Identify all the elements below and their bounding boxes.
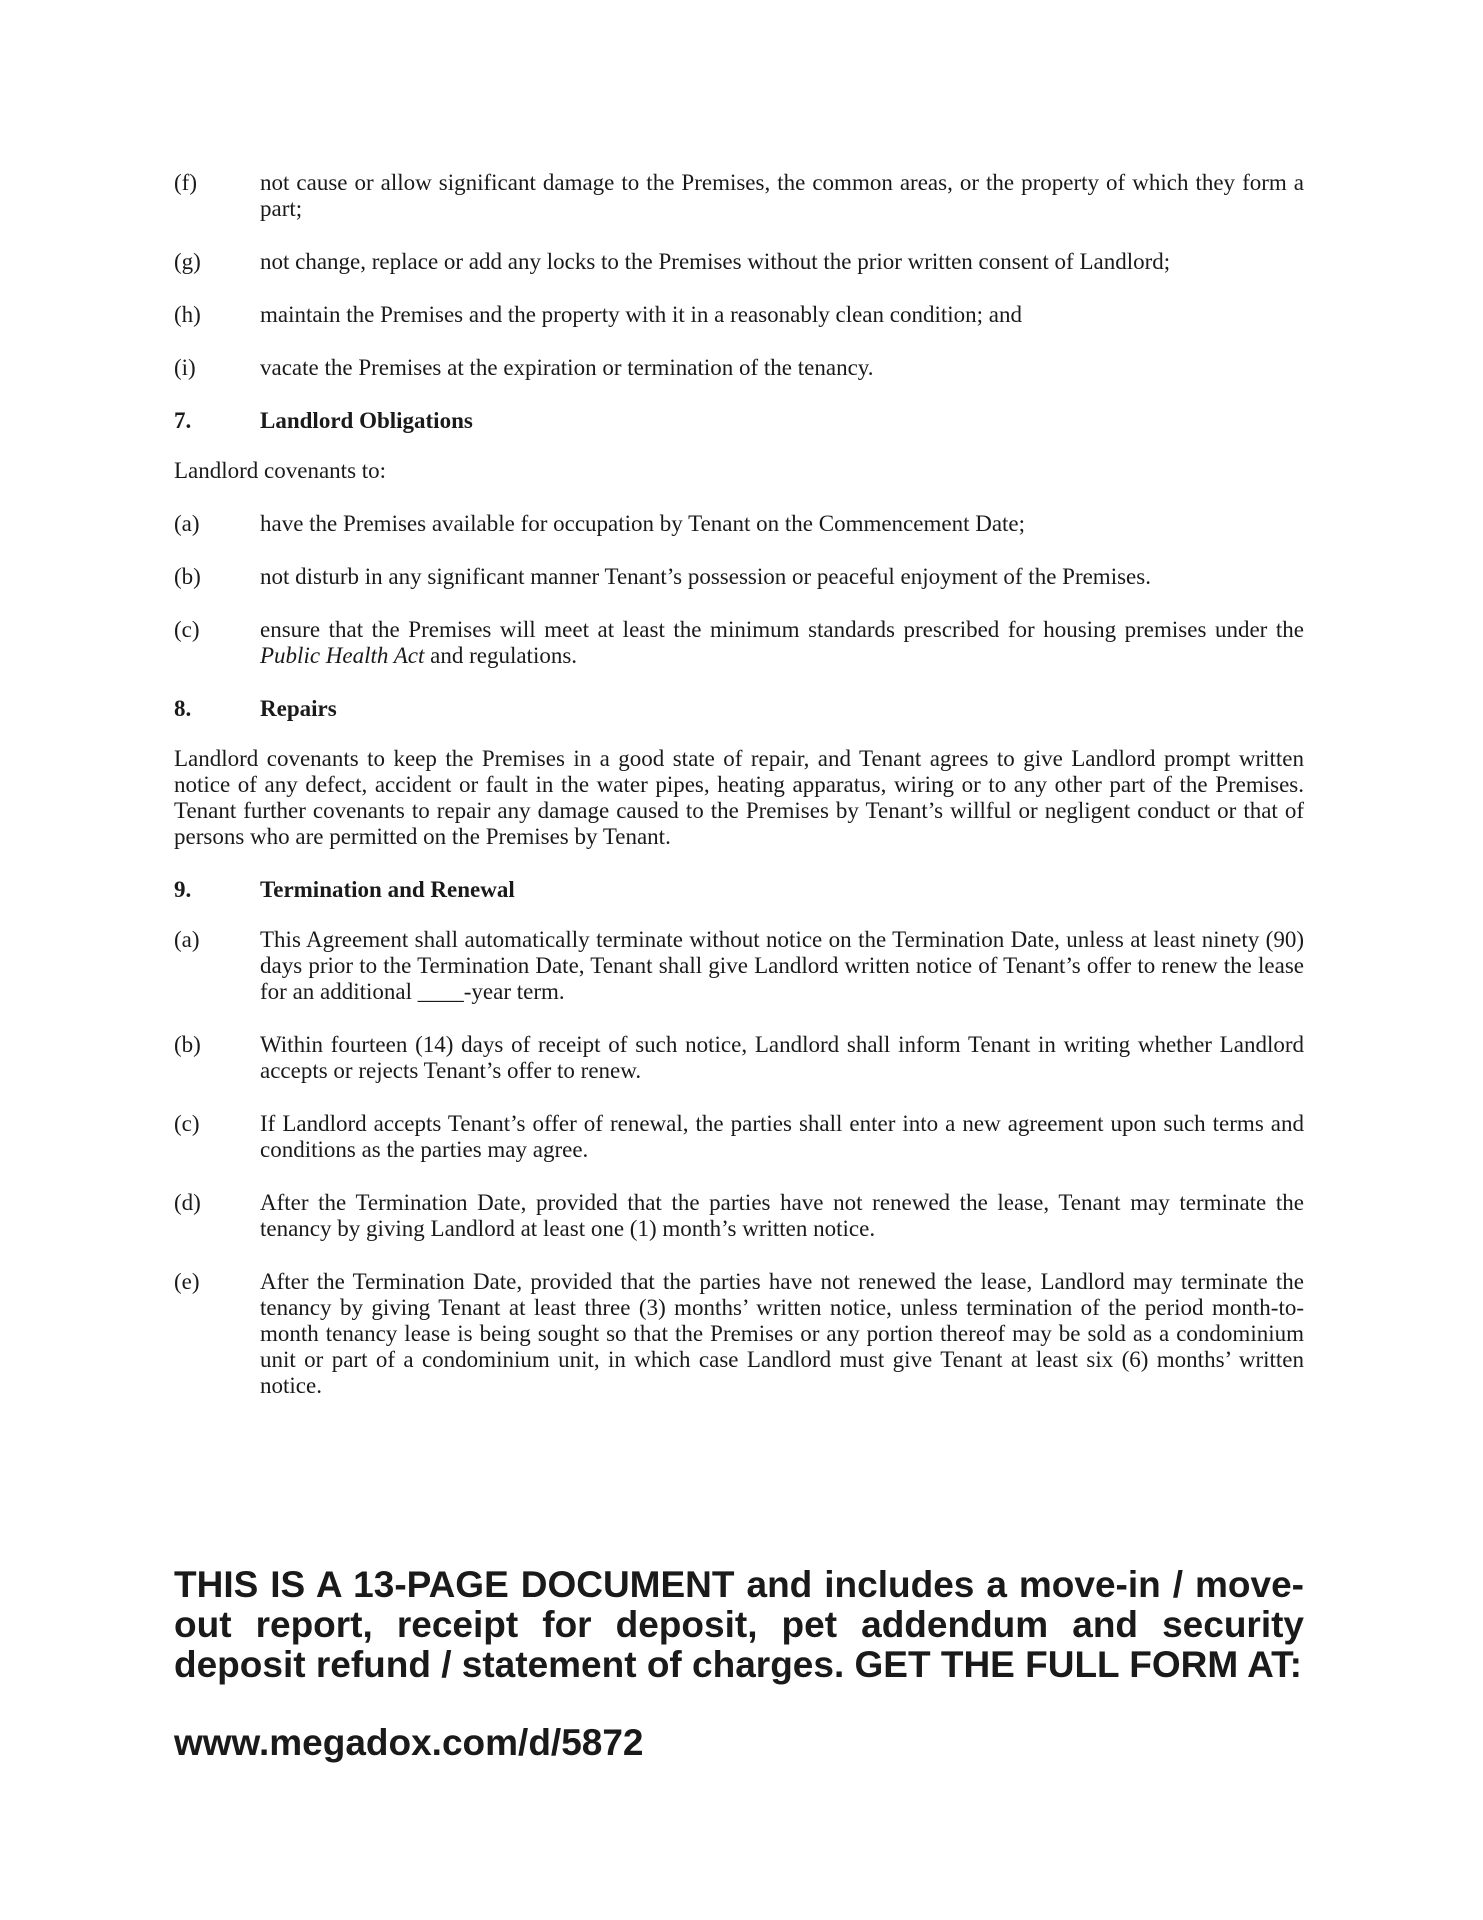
- clause-number: (c): [174, 1111, 200, 1136]
- clause-number: (d): [174, 1190, 201, 1215]
- document-body: [174, 170, 1304, 1426]
- clause-item: [174, 927, 1304, 1005]
- clause-text: This Agreement shall automatically terminate without notice on the Termination Date, unless at least ninety (90) days prior to the Termination Date, Tenant shall give Landlord written notice of Tenant’s offer to renew the lease for an additional ____-year term.: [260, 927, 1304, 1004]
- clause-text: After the Termination Date, provided that the parties have not renewed the lease, Landlord may terminate the tenancy by giving Tenant at least three (3) months’ written notice, unless termination of the period month-to-month tenancy lease is being sought so that the Premises or any portion thereof may be sold as a condominium unit or part of a condominium unit, in which case Landlord must give Tenant at least six (6) months’ written notice.: [260, 1269, 1304, 1398]
- clause-item: [174, 1032, 1304, 1084]
- clause-number: (a): [174, 511, 200, 536]
- clause-text: [260, 617, 1304, 669]
- clause-item: [174, 1190, 1304, 1242]
- act-name: Public Health Act: [260, 643, 425, 668]
- clause-number: (e): [174, 1269, 200, 1294]
- clause-item: [174, 302, 1304, 328]
- section-title: Landlord Obligations: [260, 408, 473, 433]
- clause-number: (f): [174, 170, 197, 195]
- clause-text: Within fourteen (14) days of receipt of such notice, Landlord shall inform Tenant in writing whether Landlord accepts or rejects Tenant’s offer to renew.: [260, 1032, 1304, 1083]
- section-heading: [174, 877, 1304, 903]
- clause-number: (c): [174, 617, 200, 642]
- clause-item: [174, 564, 1304, 590]
- clause-text: not disturb in any significant manner Tenant’s possession or peaceful enjoyment of the Premises.: [260, 564, 1151, 589]
- clause-text: If Landlord accepts Tenant’s offer of renewal, the parties shall enter into a new agreement upon such terms and conditions as the parties may agree.: [260, 1111, 1304, 1162]
- section-body: Landlord covenants to keep the Premises in a good state of repair, and Tenant agrees to give Landlord prompt written notice of any defect, accident or fault in the water pipes, heating apparatus, wiring or to any other part of the Premises. Tenant further covenants to repair any damage caused to the Premises by Tenant’s willful or negligent conduct or that of persons who are permitted on the Premises by Tenant.: [174, 746, 1304, 849]
- clause-number: (b): [174, 1032, 201, 1057]
- clause-text: vacate the Premises at the expiration or termination of the tenancy.: [260, 355, 874, 380]
- clause-text-part: ensure that the Premises will meet at least the minimum standards prescribed for housing premises under the: [260, 617, 1304, 642]
- promo-url-link[interactable]: www.megadox.com/d/5872: [174, 1722, 644, 1763]
- clause-item: [174, 1269, 1304, 1399]
- section-number: 9.: [174, 877, 192, 902]
- section-number: 8.: [174, 696, 192, 721]
- clause-number: (i): [174, 355, 196, 380]
- section-title: Termination and Renewal: [260, 877, 515, 902]
- promo-banner-text: THIS IS A 13-PAGE DOCUMENT and includes a move-in / move-out report, receipt for deposit, pet addendum and security deposit refund / statement of charges. GET THE FULL FORM AT:: [174, 1564, 1304, 1685]
- clause-number: (a): [174, 927, 200, 952]
- clause-item: [174, 511, 1304, 537]
- clause-item: [174, 617, 1304, 669]
- section-heading: [174, 408, 1304, 434]
- clause-item: [174, 170, 1304, 222]
- clause-text: not change, replace or add any locks to the Premises without the prior written consent of Landlord;: [260, 249, 1171, 274]
- clause-text: maintain the Premises and the property with it in a reasonably clean condition; and: [260, 302, 1022, 327]
- clause-item: [174, 249, 1304, 275]
- section-number: 7.: [174, 408, 192, 433]
- clause-text: After the Termination Date, provided that the parties have not renewed the lease, Tenant may terminate the tenancy by giving Landlord at least one (1) month’s written notice.: [260, 1190, 1304, 1241]
- clause-text: have the Premises available for occupation by Tenant on the Commencement Date;: [260, 511, 1026, 536]
- section-heading: [174, 696, 1304, 722]
- clause-number: (h): [174, 302, 201, 327]
- clause-item: [174, 355, 1304, 381]
- clause-item: [174, 1111, 1304, 1163]
- section-intro: Landlord covenants to:: [174, 458, 387, 483]
- section-title: Repairs: [260, 696, 337, 721]
- clause-text-part: and regulations.: [424, 643, 578, 668]
- clause-text: not cause or allow significant damage to the Premises, the common areas, or the property of which they form a part;: [260, 170, 1304, 221]
- clause-number: (g): [174, 249, 201, 274]
- clause-number: (b): [174, 564, 201, 589]
